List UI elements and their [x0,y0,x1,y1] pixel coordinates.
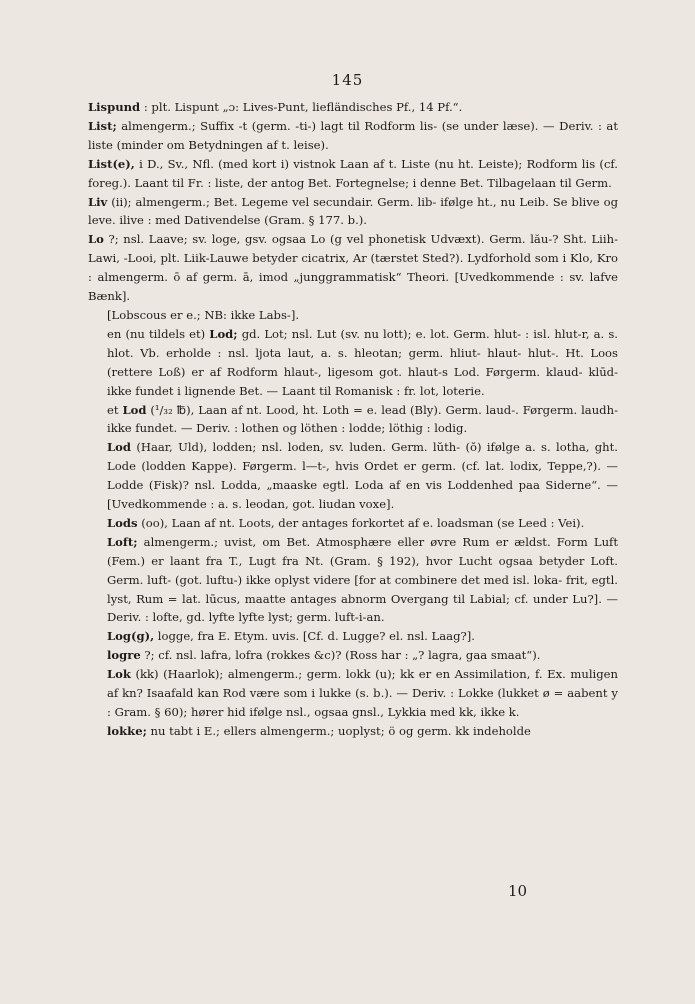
entry-headword: Loft; [107,534,138,549]
entry-text: i D., Sv., Nfl. (med kort i) vistnok Laan af t. Liste (nu ht. Leiste); Rodform lis (cf. foreg.). Laant til Fr. : liste, der antog Bet. Fortegnelse; i denne Bet. Tilbagelaan til Germ. [88,156,618,190]
dictionary-entries [88,98,618,741]
entry-text: (¹/₃₂ ℔), Laan af nt. Lood, ht. Loth = e. lead (Bly). Germ. laud-. Førgerm. laudh- ikke fundet. — Deriv. : lothen og löthen : lodde; löthig : lodig. [107,402,618,436]
entry-text: almengerm.; Suffix -t (germ. -ti-) lagt til Rodform lis- (se under læse). — Deriv. : at liste (minder om Betydningen af t. leise). [88,118,618,152]
entry-lods [88,514,618,533]
entry-loft [88,533,618,628]
page-number: 145 [331,71,364,89]
entry-text: logge, fra E. Etym. uvis. [Cf. d. Lugge? el. nsl. Laag?]. [154,629,475,644]
entry-prefix: en (nu tildels et) [107,326,210,341]
entry-headword: Lispund [88,100,141,114]
entry-text: [Lobscous er e.; NB: ikke Labs-]. [107,307,300,322]
entry-lobscous [88,306,618,325]
entry-prefix: et [107,402,123,417]
entry-headword: Lod [107,440,131,455]
entry-headword: Liv [88,194,108,209]
entry-text: nu tabt i E.; ellers almengerm.; uoplyst; ö og germ. kk indeholde [146,723,531,738]
entry-list [88,117,618,155]
entry-text: (oo), Laan af nt. Loots, der antages forkortet af e. loadsman (se Leed : Vei). [137,515,585,530]
signature-mark: 10 [508,882,528,900]
entry-headword: List(e), [88,156,135,171]
entry-text: almengerm.; uvist, om Bet. Atmosphære eller øvre Rum er ældst. Form Luft (Fem.) er laant fra T., Lugt fra Nt. (Gram. § 192), hvor Lucht ogsaa betyder Loft. Germ. luft- (got. luftu-) ikke oplyst videre [for at combinere det med isl. loka- frit, egtl. lyst, Rum = lat. lūcus, maatte antages abnorm Overgang til Labial; cf. under Lu?]. — Deriv. : lofte, gd. lyfte lyfte lyst; germ. luft-i-an. [107,534,618,625]
entry-lok [88,665,618,722]
entry-text: gd. Lot; nsl. Lut (sv. nu lott); e. lot. Germ. hlut- : isl. hlut-r, a. s. hlot. Vb. erholde : nsl. ljota laut, a. s. hleotan; germ. hliut- hlaut- hlut-. Ht. Loos (rettere Loß) er af Rodform hlaut-, ligesom got. hlaut-s Lod. Førgerm. klaud- klūd- ikke fundet i lignende Bet. — Laant til Romanisk : fr. lot, loterie. [107,326,618,398]
entry-text: (Haar, Uld), lodden; nsl. loden, sv. luden. Germ. lŭth- (ŏ) ifølge a. s. lotha, ght. Lode (lodden Kappe). Førgerm. l—t-, hvis Ordet er germ. (cf. lat. lodix, Teppe,?). — Lodde (Fisk)? nsl. Lodda, „maaske egtl. Loda af en vis Loddenhed paa Siderne“. — [Uvedkommende : a. s. leodan, got. liudan voxe]. [107,440,618,512]
entry-lispund [88,98,618,117]
entry-text: (kk) (Haarlok); almengerm.; germ. lokk (u); kk er en Assimilation, f. Ex. muligen af kn? Isaafald kan Rod være som i lukke (s. b.). — Deriv. : Lokke (lukket ø = aabent y : Gram. § 60); hører hid ifølge nsl., ogsaa gnsl., Lykkia med kk, ikke k. [107,667,618,719]
entry-lod2 [88,401,618,439]
entry-lokke [88,722,618,741]
entry-headword: lokke; [107,723,147,738]
entry-text: ?; cf. nsl. lafra, lofra (rokkes &c)? (Ross har : „? lagra, gaa smaat“). [140,648,541,663]
entry-headword: logre [107,648,141,663]
entry-headword: Lok [107,667,131,682]
entry-headword: Log(g), [107,629,155,644]
entry-liv [88,193,618,231]
entry-headword: Lod; [209,326,238,341]
entry-headword: List; [88,118,117,133]
entry-lo [88,230,618,306]
entry-text: (ii); almengerm.; Bet. Legeme vel secundair. Germ. lib- ifølge ht., nu Leib. Se blive og leve. ilive : med Dativendelse (Gram. § 177. b.). [88,194,618,228]
entry-text: : plt. Lispunt „ɔ: Lives-Punt, liefländisches Pf., 14 Pf.“. [140,100,463,114]
entry-headword: Lod [122,402,147,417]
entry-logre [88,646,618,665]
entry-headword: Lods [107,515,138,530]
entry-headword: Lo [88,232,104,247]
entry-log [88,627,618,646]
entry-liste [88,155,618,193]
entry-lod3 [88,438,618,514]
entry-text: ?; nsl. Laave; sv. loge, gsv. ogsaa Lo (g vel phonetisk Udvæxt). Germ. lău-? Sht. Liih-Lawi, -Looi, plt. Liik-Lauwe betyder cicatrix, Ar (tærstet Sted?). Lydforhold som i Klo, Kro : almengerm. ō af germ. ā, imod „junggrammatisk“ Theori. [Uvedkommende : sv. lafve Bænk]. [88,232,618,304]
entry-lod1 [88,325,618,401]
